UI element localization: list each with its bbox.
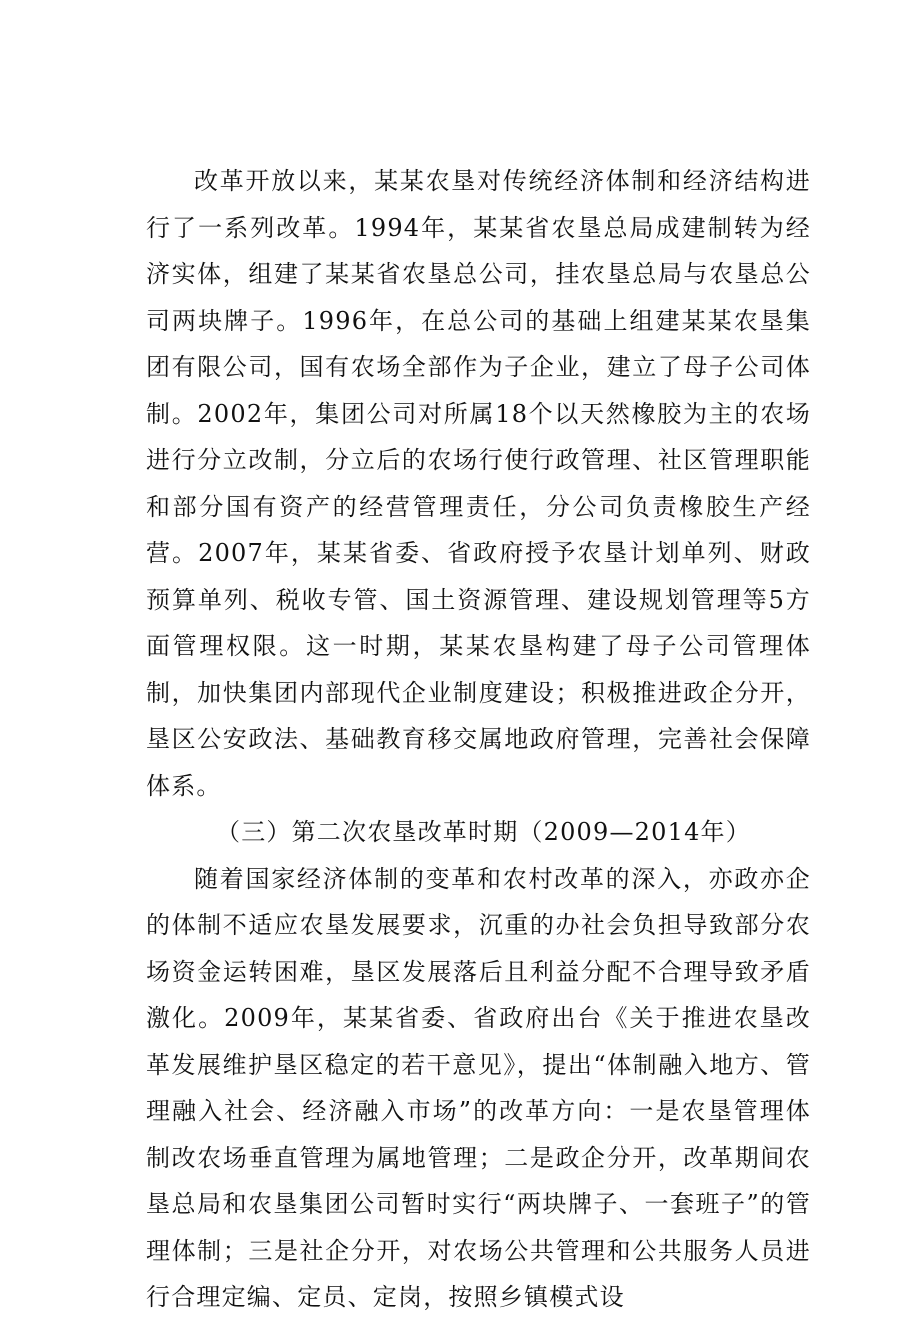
paragraph-reform-history: 改革开放以来，某某农垦对传统经济体制和经济结构进行了一系列改革。1994年，某某省农垦总局成建制转为经济实体，组建了某某省农垦总公司，挂农垦总局与农垦总公司两块牌子。1996年，在总公司的基础上组建某某农垦集团有限公司，国有农场全部作为子企业，建立了母子公司体制。2002年，集团公司对所属18个以天然橡胶为主的农场进行分立改制，分立后的农场行使行政管理、社区管理职能和部分国有资产的经营管理责任，分公司负责橡胶生产经营。2007年，某某省委、省政府授予农垦计划单列、财政预算单列、税收专管、国土资源管理、建设规划管理等5方面管理权限。这一时期，某某农垦构建了母子公司管理体制，加快集团内部现代企业制度建设；积极推进政企分开，垦区公安政法、基础教育移交属地政府管理，完善社会保障体系。 [146, 167, 811, 800]
section-heading: （三）第二次农垦改革时期（2009—2014年） [216, 818, 751, 846]
paragraph-second-reform: 随着国家经济体制的变革和农村改革的深入，亦政亦企的体制不适应农垦发展要求，沉重的办社会负担导致部分农场资金运转困难，垦区发展落后且利益分配不合理导致矛盾激化。2009年，某某省委、省政府出台《关于推进农垦改革发展维护垦区稳定的若干意见》，提出“体制融入地方、管理融入社会、经济融入市场”的改革方向：一是农垦管理体制改农场垂直管理为属地管理；二是政企分开，改革期间农垦总局和农垦集团公司暂时实行“两块牌子、一套班子”的管理体制；三是社企分开，对农场公共管理和公共服务人员进行合理定编、定员、定岗，按照乡镇模式设 [146, 864, 811, 1311]
document-body [146, 158, 811, 1321]
